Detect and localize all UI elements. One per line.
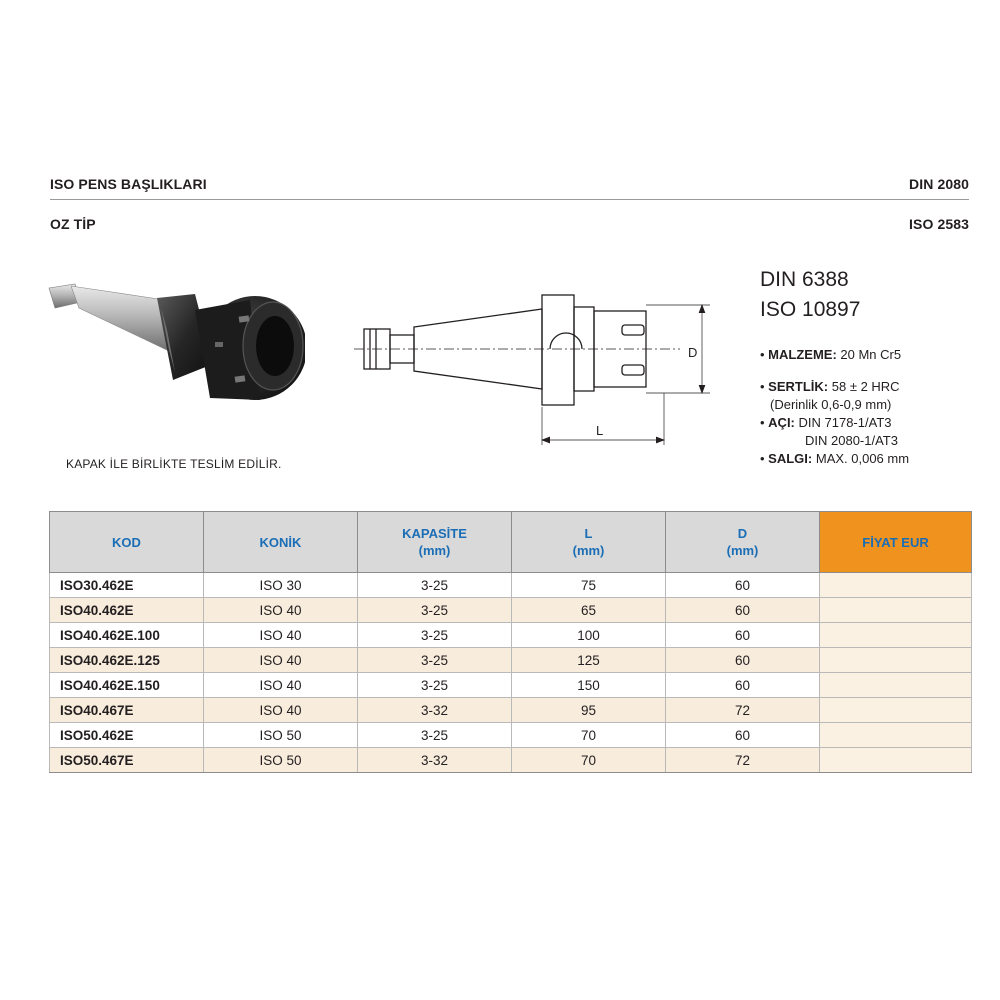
cell-price: [820, 673, 972, 698]
cell-price: [820, 573, 972, 598]
cell-price: [820, 698, 972, 723]
cell-kapasite: 3-25: [358, 723, 512, 748]
table-row: [50, 698, 972, 723]
cell-d: 60: [666, 573, 820, 598]
cell-d: 60: [666, 673, 820, 698]
cell-kod: ISO50.462E: [50, 723, 204, 748]
header-l: L (mm): [512, 512, 666, 573]
cell-kapasite: 3-25: [358, 648, 512, 673]
header-divider: [50, 199, 969, 200]
product-table: [49, 511, 972, 773]
cell-kapasite: 3-25: [358, 623, 512, 648]
cell-l: 75: [512, 573, 666, 598]
technical-drawing: [350, 285, 720, 445]
header-konik: KONİK: [204, 512, 358, 573]
cell-konik: ISO 50: [204, 748, 358, 773]
table-row: [50, 623, 972, 648]
cell-kapasite: 3-32: [358, 748, 512, 773]
header-kapasite: KAPASİTE (mm): [358, 512, 512, 573]
spec-hardness-note: (Derinlik 0,6-0,9 mm): [770, 397, 892, 412]
table-row: [50, 598, 972, 623]
cell-l: 150: [512, 673, 666, 698]
dimension-d-label: D: [688, 345, 698, 360]
product-photo: [45, 280, 305, 415]
cell-kod: ISO50.467E: [50, 748, 204, 773]
cell-konik: ISO 30: [204, 573, 358, 598]
spec-hardness: • SERTLİK: 58 ± 2 HRC: [760, 379, 900, 394]
cell-d: 72: [666, 748, 820, 773]
spec-list: [760, 346, 990, 468]
cell-kod: ISO40.462E.100: [50, 623, 204, 648]
table-row: [50, 723, 972, 748]
cell-kod: ISO30.462E: [50, 573, 204, 598]
cell-konik: ISO 40: [204, 673, 358, 698]
cell-kod: ISO40.462E.150: [50, 673, 204, 698]
cell-konik: ISO 40: [204, 698, 358, 723]
cell-kod: ISO40.467E: [50, 698, 204, 723]
cell-l: 125: [512, 648, 666, 673]
standard-iso-10897: ISO 10897: [760, 298, 861, 321]
table-row: [50, 673, 972, 698]
standard-din-6388: DIN 6388: [760, 268, 849, 291]
table-row: [50, 573, 972, 598]
table-row: [50, 748, 972, 773]
dimension-l-label: L: [596, 423, 604, 438]
page-subtitle: OZ TİP: [50, 216, 96, 232]
spec-runout: • SALGI: MAX. 0,006 mm: [760, 451, 910, 466]
header-d: D (mm): [666, 512, 820, 573]
cell-kapasite: 3-25: [358, 598, 512, 623]
cell-d: 60: [666, 598, 820, 623]
table-row: [50, 648, 972, 673]
table-header-row: [50, 512, 972, 573]
cell-kapasite: 3-25: [358, 573, 512, 598]
cell-l: 65: [512, 598, 666, 623]
cell-konik: ISO 40: [204, 598, 358, 623]
delivery-caption: KAPAK İLE BİRLİKTE TESLİM EDİLİR.: [66, 457, 282, 471]
cell-price: [820, 723, 972, 748]
cell-price: [820, 623, 972, 648]
cell-d: 72: [666, 698, 820, 723]
standard-din-2080: DIN 2080: [909, 176, 969, 192]
cell-konik: ISO 40: [204, 648, 358, 673]
spec-material: • MALZEME: 20 Mn Cr5: [760, 347, 902, 362]
cell-kapasite: 3-32: [358, 698, 512, 723]
cell-l: 95: [512, 698, 666, 723]
spec-angle: • AÇI: DIN 7178-1/AT3: [760, 415, 892, 430]
cell-konik: ISO 40: [204, 623, 358, 648]
cell-l: 70: [512, 723, 666, 748]
spec-angle-2: DIN 2080-1/AT3: [805, 433, 898, 448]
cell-kapasite: 3-25: [358, 673, 512, 698]
cell-l: 100: [512, 623, 666, 648]
cell-kod: ISO40.462E: [50, 598, 204, 623]
cell-konik: ISO 50: [204, 723, 358, 748]
cell-d: 60: [666, 623, 820, 648]
standard-iso-2583: ISO 2583: [909, 216, 969, 232]
header-price: FİYAT EUR: [820, 512, 972, 573]
cell-d: 60: [666, 723, 820, 748]
page-title: ISO PENS BAŞLIKLARI: [50, 176, 207, 192]
cell-price: [820, 598, 972, 623]
cell-price: [820, 648, 972, 673]
cell-l: 70: [512, 748, 666, 773]
cell-kod: ISO40.462E.125: [50, 648, 204, 673]
cell-price: [820, 748, 972, 773]
header-kod: KOD: [50, 512, 204, 573]
cell-d: 60: [666, 648, 820, 673]
